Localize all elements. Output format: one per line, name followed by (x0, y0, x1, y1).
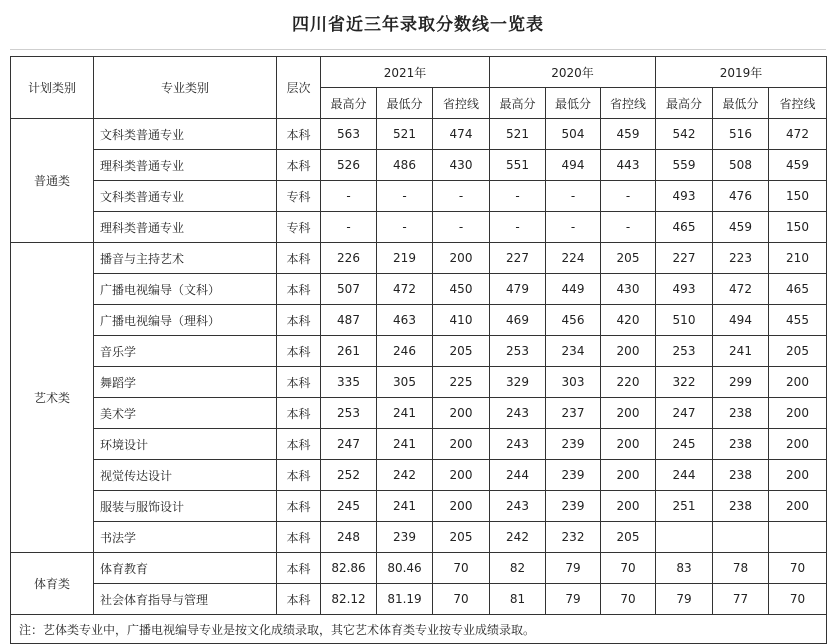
level-cell: 专科 (277, 181, 321, 212)
header-year-2020: 2020年 (490, 57, 656, 88)
header-control-line: 省控线 (769, 88, 827, 119)
score-cell (769, 522, 827, 553)
score-cell: - (321, 212, 377, 243)
plan-type-cell: 艺术类 (11, 243, 94, 553)
score-cell: 70 (769, 584, 827, 615)
score-cell: 248 (321, 522, 377, 553)
major-cell: 社会体育指导与管理 (94, 584, 277, 615)
score-cell: 200 (433, 460, 490, 491)
score-cell: 247 (656, 398, 713, 429)
score-cell: 507 (321, 274, 377, 305)
score-cell: 239 (546, 429, 601, 460)
score-cell: 220 (601, 367, 656, 398)
score-cell: 238 (713, 491, 769, 522)
score-cell (656, 522, 713, 553)
score-cell: 205 (433, 522, 490, 553)
score-cell: 200 (769, 460, 827, 491)
level-cell: 本科 (277, 522, 321, 553)
score-cell: - (490, 212, 546, 243)
score-cell: 150 (769, 212, 827, 243)
score-cell: 227 (490, 243, 546, 274)
header-min-score: 最低分 (713, 88, 769, 119)
score-cell: 459 (601, 119, 656, 150)
table-row (11, 584, 827, 615)
score-cell: 253 (490, 336, 546, 367)
header-control-line: 省控线 (601, 88, 656, 119)
score-cell: 239 (546, 491, 601, 522)
score-cell: 239 (377, 522, 433, 553)
score-cell: 224 (546, 243, 601, 274)
major-cell: 理科类普通专业 (94, 212, 277, 243)
major-cell: 音乐学 (94, 336, 277, 367)
score-cell: 450 (433, 274, 490, 305)
major-cell: 理科类普通专业 (94, 150, 277, 181)
header-level: 层次 (277, 57, 321, 119)
table-row (11, 429, 827, 460)
level-cell: 本科 (277, 429, 321, 460)
score-cell: 200 (433, 398, 490, 429)
level-cell: 本科 (277, 119, 321, 150)
score-cell: 200 (601, 491, 656, 522)
score-cell: 200 (433, 243, 490, 274)
score-cell: 243 (490, 429, 546, 460)
score-cell: 77 (713, 584, 769, 615)
score-cell: 79 (546, 553, 601, 584)
score-cell: 241 (377, 398, 433, 429)
score-cell: 430 (601, 274, 656, 305)
score-cell: 420 (601, 305, 656, 336)
score-cell: 526 (321, 150, 377, 181)
score-cell: 237 (546, 398, 601, 429)
score-cell: 200 (601, 336, 656, 367)
header-year-2021: 2021年 (321, 57, 490, 88)
plan-type-cell: 普通类 (11, 119, 94, 243)
score-cell: 410 (433, 305, 490, 336)
score-cell: 238 (713, 429, 769, 460)
score-cell: 251 (656, 491, 713, 522)
major-cell: 广播电视编导（理科） (94, 305, 277, 336)
score-cell: 78 (713, 553, 769, 584)
score-cell: 472 (377, 274, 433, 305)
score-cell: 238 (713, 460, 769, 491)
score-cell: 241 (377, 491, 433, 522)
score-cell: 150 (769, 181, 827, 212)
score-cell: 455 (769, 305, 827, 336)
major-cell: 书法学 (94, 522, 277, 553)
score-cell: 563 (321, 119, 377, 150)
score-cell: 459 (769, 150, 827, 181)
major-cell: 服装与服饰设计 (94, 491, 277, 522)
score-cell: 335 (321, 367, 377, 398)
table-row (11, 553, 827, 584)
score-cell: 245 (321, 491, 377, 522)
header-max-score: 最高分 (490, 88, 546, 119)
score-cell: 305 (377, 367, 433, 398)
score-cell: 200 (601, 460, 656, 491)
score-cell: 226 (321, 243, 377, 274)
level-cell: 本科 (277, 460, 321, 491)
score-cell: 70 (433, 584, 490, 615)
note-row (11, 615, 827, 644)
table-body (11, 119, 827, 615)
title-divider (10, 49, 826, 50)
score-cell: 200 (769, 429, 827, 460)
score-cell: 200 (601, 398, 656, 429)
score-cell: 303 (546, 367, 601, 398)
header-row-years (11, 57, 827, 88)
major-cell: 体育教育 (94, 553, 277, 584)
score-cell: - (490, 181, 546, 212)
major-cell: 环境设计 (94, 429, 277, 460)
score-cell: 494 (546, 150, 601, 181)
header-min-score: 最低分 (546, 88, 601, 119)
level-cell: 本科 (277, 150, 321, 181)
major-cell: 广播电视编导（文科） (94, 274, 277, 305)
table-row (11, 398, 827, 429)
score-cell: 472 (713, 274, 769, 305)
score-cell: - (433, 212, 490, 243)
score-cell: 219 (377, 243, 433, 274)
score-cell: 241 (377, 429, 433, 460)
score-cell: 80.46 (377, 553, 433, 584)
score-cell: - (377, 212, 433, 243)
score-cell: 70 (433, 553, 490, 584)
score-cell: 329 (490, 367, 546, 398)
score-cell: - (546, 212, 601, 243)
score-cell: 82 (490, 553, 546, 584)
score-cell: 456 (546, 305, 601, 336)
score-cell: 487 (321, 305, 377, 336)
score-cell: 243 (490, 491, 546, 522)
score-cell: 238 (713, 398, 769, 429)
table-row (11, 274, 827, 305)
table-row (11, 119, 827, 150)
header-min-score: 最低分 (377, 88, 433, 119)
score-cell: 205 (433, 336, 490, 367)
score-cell: 81.19 (377, 584, 433, 615)
table-row (11, 460, 827, 491)
score-cell: 242 (377, 460, 433, 491)
level-cell: 本科 (277, 274, 321, 305)
level-cell: 本科 (277, 336, 321, 367)
admission-score-table (10, 56, 827, 644)
score-cell: - (546, 181, 601, 212)
score-cell: 510 (656, 305, 713, 336)
score-cell: 551 (490, 150, 546, 181)
score-cell: 430 (433, 150, 490, 181)
level-cell: 本科 (277, 367, 321, 398)
score-cell (713, 522, 769, 553)
score-cell: 252 (321, 460, 377, 491)
level-cell: 本科 (277, 491, 321, 522)
score-cell: 227 (656, 243, 713, 274)
major-cell: 文科类普通专业 (94, 181, 277, 212)
score-cell: 322 (656, 367, 713, 398)
score-cell: 261 (321, 336, 377, 367)
score-cell: 234 (546, 336, 601, 367)
score-cell: 79 (656, 584, 713, 615)
score-cell: 245 (656, 429, 713, 460)
score-cell: 223 (713, 243, 769, 274)
score-cell: 205 (769, 336, 827, 367)
header-max-score: 最高分 (656, 88, 713, 119)
score-cell: 299 (713, 367, 769, 398)
score-cell: 465 (769, 274, 827, 305)
score-cell: 479 (490, 274, 546, 305)
score-cell: 521 (377, 119, 433, 150)
table-row (11, 181, 827, 212)
score-cell: - (601, 181, 656, 212)
score-cell: - (377, 181, 433, 212)
header-max-score: 最高分 (321, 88, 377, 119)
score-cell: 81 (490, 584, 546, 615)
score-cell: 476 (713, 181, 769, 212)
table-row (11, 150, 827, 181)
score-cell: 225 (433, 367, 490, 398)
score-cell: 463 (377, 305, 433, 336)
page-title: 四川省近三年录取分数线一览表 (292, 15, 544, 35)
score-cell: 443 (601, 150, 656, 181)
table-row (11, 243, 827, 274)
score-cell: 200 (433, 491, 490, 522)
score-cell: 82.86 (321, 553, 377, 584)
table-row (11, 305, 827, 336)
table-row (11, 212, 827, 243)
header-plan-type: 计划类别 (11, 57, 94, 119)
level-cell: 本科 (277, 553, 321, 584)
score-cell: 241 (713, 336, 769, 367)
score-cell: 79 (546, 584, 601, 615)
score-cell: 542 (656, 119, 713, 150)
score-cell: 83 (656, 553, 713, 584)
major-cell: 视觉传达设计 (94, 460, 277, 491)
score-cell: 493 (656, 181, 713, 212)
score-cell: 253 (656, 336, 713, 367)
score-cell: 244 (656, 460, 713, 491)
score-cell: 449 (546, 274, 601, 305)
score-cell: 200 (433, 429, 490, 460)
score-cell: 474 (433, 119, 490, 150)
score-cell: 205 (601, 522, 656, 553)
header-control-line: 省控线 (433, 88, 490, 119)
score-cell: 242 (490, 522, 546, 553)
score-cell: 70 (601, 584, 656, 615)
table-row (11, 522, 827, 553)
plan-type-cell: 体育类 (11, 553, 94, 615)
score-cell: 493 (656, 274, 713, 305)
score-cell: 210 (769, 243, 827, 274)
score-cell: 521 (490, 119, 546, 150)
score-cell: 246 (377, 336, 433, 367)
score-cell: 253 (321, 398, 377, 429)
score-cell: 486 (377, 150, 433, 181)
score-cell: 200 (769, 491, 827, 522)
score-cell: 504 (546, 119, 601, 150)
header-year-2019: 2019年 (656, 57, 827, 88)
major-cell: 舞蹈学 (94, 367, 277, 398)
table-row (11, 367, 827, 398)
score-cell: 200 (601, 429, 656, 460)
table-row (11, 491, 827, 522)
score-cell: 243 (490, 398, 546, 429)
header-major-type: 专业类别 (94, 57, 277, 119)
footnote: 注：艺体类专业中，广播电视编导专业是按文化成绩录取，其它艺术体育类专业按专业成绩录取。 (11, 615, 827, 644)
score-cell: 472 (769, 119, 827, 150)
table-row (11, 336, 827, 367)
score-cell: 232 (546, 522, 601, 553)
score-cell: 247 (321, 429, 377, 460)
score-cell: 205 (601, 243, 656, 274)
score-cell: 200 (769, 367, 827, 398)
score-cell: 70 (601, 553, 656, 584)
score-cell: 200 (769, 398, 827, 429)
score-cell: 469 (490, 305, 546, 336)
level-cell: 本科 (277, 305, 321, 336)
major-cell: 播音与主持艺术 (94, 243, 277, 274)
level-cell: 本科 (277, 584, 321, 615)
level-cell: 本科 (277, 398, 321, 429)
score-cell: 459 (713, 212, 769, 243)
level-cell: 专科 (277, 212, 321, 243)
score-cell: 244 (490, 460, 546, 491)
score-cell: - (321, 181, 377, 212)
score-cell: 516 (713, 119, 769, 150)
score-cell: - (433, 181, 490, 212)
score-cell: 465 (656, 212, 713, 243)
major-cell: 美术学 (94, 398, 277, 429)
score-cell: 82.12 (321, 584, 377, 615)
major-cell: 文科类普通专业 (94, 119, 277, 150)
score-cell: 494 (713, 305, 769, 336)
score-cell: 70 (769, 553, 827, 584)
score-cell: 239 (546, 460, 601, 491)
score-cell: 559 (656, 150, 713, 181)
level-cell: 本科 (277, 243, 321, 274)
score-cell: - (601, 212, 656, 243)
score-cell: 508 (713, 150, 769, 181)
